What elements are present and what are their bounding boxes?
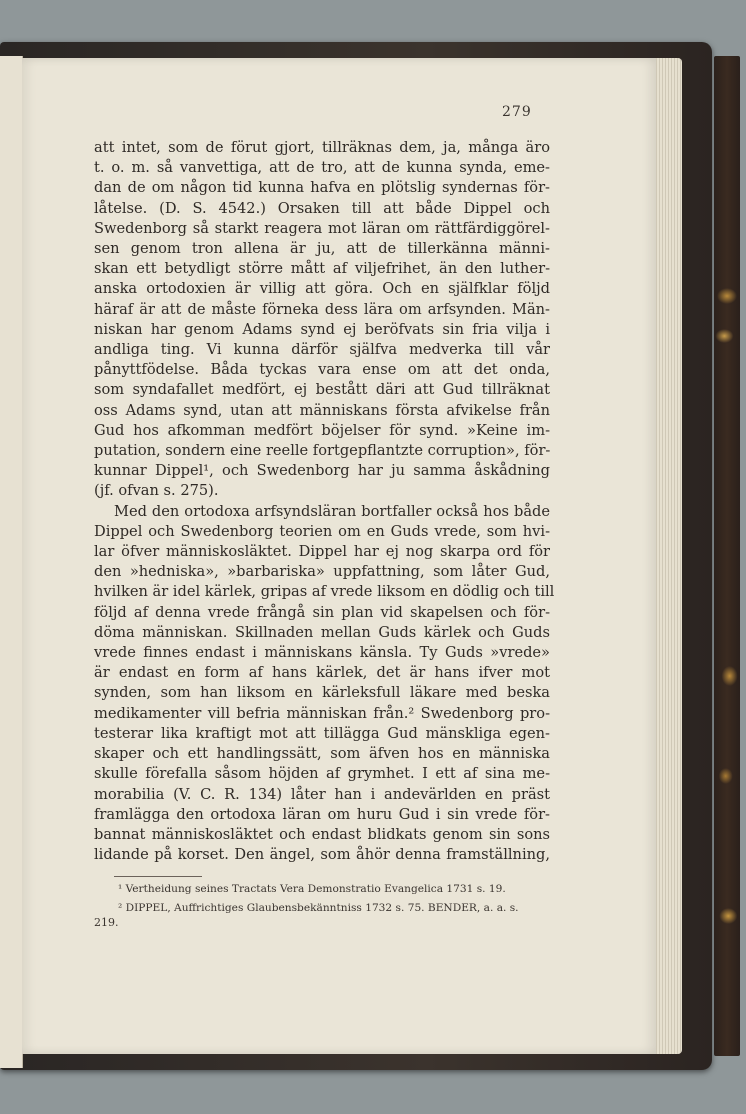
paragraph-2: [94, 502, 555, 866]
text-line: Swedenborg så starkt reagera mot läran om rättfärdiggörel-: [94, 219, 550, 237]
text-line: döma människan. Skillnaden mellan Guds kärlek och Guds: [94, 623, 550, 641]
text-line: bannat människosläktet och endast blidkats genom sin sons: [94, 825, 550, 843]
text-line: t. o. m. så vanvettiga, att de tro, att de kunna synda, eme-: [94, 159, 550, 177]
text-line: medikamenter vill befria människan från.² Swedenborg pro-: [94, 704, 550, 722]
text-line: framlägga den ortodoxa läran om huru Gud i sin vrede för-: [94, 805, 550, 823]
text-line: skaper och ett handlingssätt, som äfven hos en människa: [94, 745, 550, 763]
text-line: lidande på korset. Den ängel, som åhör denna framställning,: [94, 846, 550, 864]
footnotes: [118, 880, 566, 918]
text-line: kunnar Dippel¹, och Swedenborg har ju samma åskådning: [94, 462, 550, 480]
text-line: hvilken är idel kärlek, gripas af vrede liksom en dödlig och till: [94, 583, 555, 601]
text-line: att intet, som de förut gjort, tillräknas dem, ja, många äro: [94, 139, 550, 156]
text-line: anska ortodoxien är villig att göra. Och en själfklar följd: [94, 280, 550, 298]
text-line: skulle förefalla såsom höjden af grymhet. I ett af sina me-: [94, 765, 550, 783]
text-line: putation, sondern eine reelle fortgepflantzte corruption», för-: [94, 442, 551, 460]
footnote-rule: [114, 876, 202, 877]
text-line: niskan har genom Adams synd ej beröfvats sin fria vilja i: [94, 320, 550, 338]
text-line: Dippel och Swedenborg teorien om en Guds vrede, som hvi-: [94, 522, 550, 540]
text-line: andliga ting. Vi kunna därför själfva medverka till vår: [94, 341, 550, 359]
text-line: sen genom tron allena är ju, att de tillerkänna männi-: [94, 240, 550, 258]
page-number: 279: [502, 104, 532, 120]
text-line: lar öfver människosläktet. Dippel har ej nog skarpa ord för: [94, 543, 550, 561]
text-line: Gud hos afkomman medfört böjelser för synd. »Keine im-: [94, 421, 550, 439]
cover-edge-binding: [714, 56, 740, 1056]
text-line: morabilia (V. C. R. 134) låter han i andevärlden en präst: [94, 785, 550, 803]
footnote-1: ¹ Vertheidung seines Tractats Vera Demonstratio Evangelica 1731 s. 19.: [118, 883, 506, 895]
text-line: dan de om någon tid kunna hafva en plötslig syndernas för-: [94, 179, 550, 197]
text-line: följd af denna vrede frångå sin plan vid skapelsen och för-: [94, 603, 550, 621]
body-text: [94, 138, 555, 865]
text-line: skan ett betydligt större mått af viljefrihet, än den luther-: [94, 260, 550, 278]
text-line: den »hedniska», »barbariska» uppfattning, som låter Gud,: [94, 563, 550, 581]
text-line: vrede finnes endast i människans känsla. Ty Guds »vrede»: [94, 644, 550, 662]
text-line: synden, som han liksom en kärleksfull läkare med beska: [94, 684, 550, 702]
text-line: Med den ortodoxa arfsyndsläran bortfaller också hos både: [114, 502, 550, 520]
text-line: oss Adams synd, utan att människans första afvikelse från: [94, 401, 550, 419]
text-line: är endast en form af hans kärlek, det är hans ifver mot: [94, 664, 550, 682]
text-line: häraf är att de måste förneka dess lära om arfsynden. Män-: [94, 300, 550, 318]
text-line: som syndafallet medfört, ej bestått däri att Gud tillräknat: [94, 381, 550, 399]
text-line: pånyttfödelse. Båda tyckas vara ense om att det onda,: [94, 361, 550, 379]
text-line: testerar lika kraftigt mot att tillägga Gud mänskliga egen-: [94, 724, 550, 742]
text-line: (jf. ofvan s. 275).: [94, 482, 219, 500]
text-line: låtelse. (D. S. 4542.) Orsaken till att både Dippel och: [94, 199, 550, 217]
sheet-signature: 219.: [94, 916, 119, 929]
footnote-2: ² DIPPEL, Auffrichtiges Glaubensbekänntniss 1732 s. 75. BENDER, a. a. s.: [118, 902, 519, 914]
paragraph-1: [94, 138, 550, 502]
left-page-edge: [0, 56, 23, 1068]
book-page: [22, 58, 656, 1054]
